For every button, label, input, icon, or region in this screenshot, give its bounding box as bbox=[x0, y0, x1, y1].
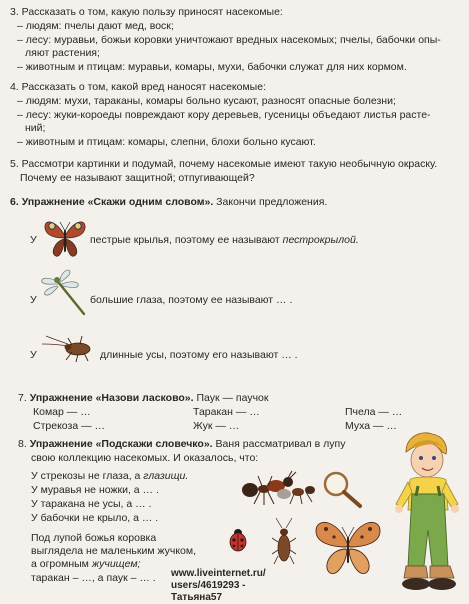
s8-para-2: выглядела не маленьким жучком, bbox=[31, 545, 197, 557]
s6-u-1: У bbox=[30, 234, 37, 246]
s8-answer-4: У бабочки не крыло, а … . bbox=[31, 512, 159, 524]
s7-word-zhuk: Жук — … bbox=[193, 420, 240, 432]
s8-line-2: свою коллекцию насекомых. И оказалось, что: bbox=[31, 452, 259, 464]
s4-line-3: – животным и птицам: комары, слепни, блохи больно кусают. bbox=[17, 136, 316, 148]
s6-u-2: У bbox=[30, 294, 37, 306]
s3-title: 3. Рассказать о том, какую пользу приносят насекомые: bbox=[10, 6, 283, 18]
s6-row-1-text: пестрые крылья, поэтому ее называют bbox=[90, 234, 283, 246]
cockroach-small-icon bbox=[272, 518, 296, 574]
s8-para-3 bbox=[31, 558, 140, 571]
s3-line-2b: ляют растения; bbox=[25, 47, 100, 59]
s6-title bbox=[10, 196, 327, 209]
s8-para-4: таракан – …, а паук – … . bbox=[31, 572, 156, 584]
s6-number: 6. bbox=[10, 196, 22, 208]
s5-line-2: Почему ее называют защитной; отпугивающей? bbox=[20, 172, 255, 184]
s7-word-tarakan: Таракан — … bbox=[193, 406, 260, 418]
s8-para-1: Под лупой божья коровка bbox=[31, 532, 157, 544]
ladybug-icon bbox=[227, 527, 249, 553]
s8-para-3-text: а огромным bbox=[31, 558, 92, 570]
s7-word-mukha: Муха — … bbox=[345, 420, 397, 432]
s7-number: 7. bbox=[18, 392, 30, 404]
s7-title bbox=[18, 392, 269, 405]
cockroach-icon bbox=[40, 330, 92, 364]
watermark-line-1: www.liveinternet.ru/ bbox=[171, 568, 266, 579]
magnifying-glass-icon bbox=[322, 470, 364, 510]
butterfly-peacock-icon bbox=[42, 214, 88, 262]
s8-title bbox=[18, 438, 345, 451]
watermark-line-3: Татьяна57 bbox=[171, 592, 223, 603]
s8-para-3-word: жучищем; bbox=[91, 558, 141, 570]
s7-word-strekoza: Стрекоза — … bbox=[33, 420, 105, 432]
s3-line-3: – животным и птицам: муравьи, комары, мухи, бабочки служат для них кормом. bbox=[17, 61, 407, 73]
s7-title-bold: Упражнение «Назови ласково». bbox=[29, 392, 194, 404]
s3-line-2a: – лесу: муравьи, божьи коровки уничтожают вредных насекомых; пчелы, бабочки опы- bbox=[17, 34, 441, 46]
watermark-line-2: users/4619293 - bbox=[171, 580, 246, 591]
s7-word-pchela: Пчела — … bbox=[345, 406, 403, 418]
s8-answer-3: У таракана не усы, а … . bbox=[31, 498, 152, 510]
s4-title: 4. Рассказать о том, какой вред наносят насекомые: bbox=[10, 81, 266, 93]
s4-line-1: – людям: мухи, тараканы, комары больно кусают, разносят опасные болезни; bbox=[17, 95, 396, 107]
s8-answer-2: У муравья не ножки, а … . bbox=[31, 484, 159, 496]
s8-number: 8. bbox=[18, 438, 30, 450]
s8-answer-1-text: У стрекозы не глаза, а bbox=[31, 470, 144, 482]
s6-title-bold: Упражнение «Скажи одним словом». bbox=[21, 196, 214, 208]
s8-answer-1 bbox=[31, 470, 188, 483]
s3-line-1: – людям: пчелы дают мед, воск; bbox=[17, 20, 174, 32]
boy-with-magnifier-illustration bbox=[392, 430, 464, 602]
s6-title-rest: Закончи предложения. bbox=[213, 196, 328, 208]
s4-line-2b: ний; bbox=[25, 122, 46, 134]
s7-word-komar: Комар — … bbox=[33, 406, 91, 418]
dragonfly-icon bbox=[40, 268, 88, 318]
ant-on-twig-icon bbox=[270, 480, 320, 506]
s6-row-1-answer: пестрокрылой. bbox=[282, 234, 359, 246]
s8-title-bold: Упражнение «Подскажи словечко». bbox=[29, 438, 213, 450]
s8-title-rest: Ваня рассматривал в лупу bbox=[212, 438, 346, 450]
s6-row-1 bbox=[90, 234, 359, 247]
s7-title-rest: Паук — паучок bbox=[193, 392, 269, 404]
s6-row-3: длинные усы, поэтому его называют … . bbox=[100, 349, 298, 361]
s4-line-2a: – лесу: жуки-короеды повреждают кору деревьев, гусеницы объедают листья расте- bbox=[17, 109, 431, 121]
s6-row-2: большие глаза, поэтому ее называют … . bbox=[90, 294, 293, 306]
s6-u-3: У bbox=[30, 349, 37, 361]
butterfly-orange-icon bbox=[312, 515, 384, 579]
s5-line-1: 5. Рассмотри картинки и подумай, почему насекомые имеют такую необычную окраску. bbox=[10, 158, 438, 170]
s8-answer-1-word: глазищи. bbox=[143, 470, 189, 482]
